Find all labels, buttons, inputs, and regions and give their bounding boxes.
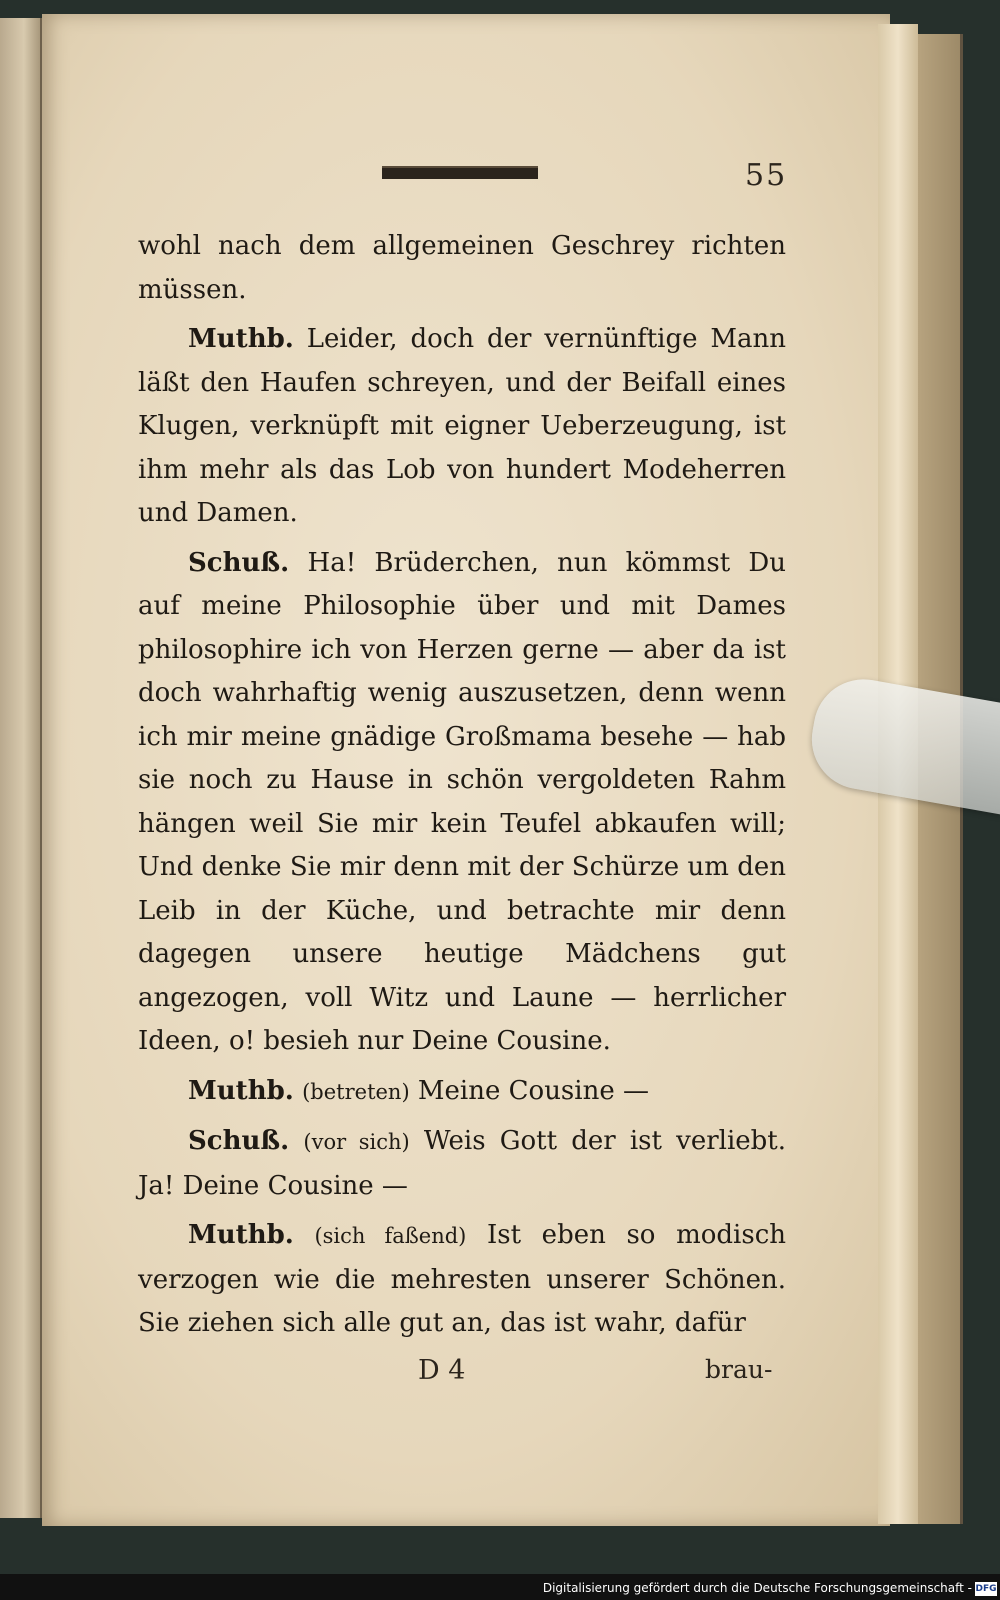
paragraph-continuation bbox=[138, 225, 786, 312]
speaker-name: Schuß. bbox=[188, 547, 290, 578]
dialogue-paragraph bbox=[138, 1214, 786, 1346]
paragraph-text: Meine Cousine — bbox=[417, 1075, 649, 1106]
speaker-name: Schuß. bbox=[188, 1126, 290, 1156]
speaker-name: Muthb. bbox=[188, 1075, 294, 1106]
footer-bar bbox=[0, 1574, 1000, 1600]
dialogue-paragraph bbox=[138, 542, 786, 1064]
speaker-name: Muthb. bbox=[188, 1220, 294, 1250]
speaker-name: Muthb. bbox=[188, 324, 294, 354]
dfg-logo: DFG bbox=[975, 1584, 997, 1594]
catchword: brau- bbox=[705, 1355, 773, 1384]
stage-direction: (sich faßend) bbox=[314, 1224, 467, 1248]
paragraph-text: Leider, doch der vernünftige Mann läßt den Haufen schreyen, und der Beifall eines Klugen, verknüpft mit eigner Ueberzeugung, ist ihm mehr als das Lob von hundert Modeherren und Damen. bbox=[138, 324, 786, 528]
paragraph-text: wohl nach dem allgemeinen Geschrey richten müssen. bbox=[138, 231, 786, 305]
sheet-signature: D 4 bbox=[418, 1355, 466, 1386]
stage-direction: (betreten) bbox=[302, 1079, 410, 1104]
dialogue-paragraph bbox=[138, 318, 786, 536]
dialogue-paragraph bbox=[138, 1070, 786, 1115]
page-text bbox=[138, 225, 786, 1352]
paragraph-text: Ha! Brüderchen, nun kömmst Du auf meine Philosophie über und mit Dames philosophire ich von Herzen gerne — aber da ist doch wahrhaftig wenig auszusetzen, denn wenn ich mir meine gnädige Großmama besehe — hab sie noch zu Hause in schön vergoldeten Rahm hängen weil Sie mir kein Teufel abkaufen will; Und denke Sie mir denn mit der Schürze um den Leib in der Küche, und betrachte mir denn dagegen unsere heutige Mädchens gut angezogen, voll Witz und Laune — herrlicher Ideen, o! besieh nur Deine Cousine. bbox=[138, 547, 786, 1056]
header-rule bbox=[382, 166, 538, 179]
dialogue-paragraph bbox=[138, 1120, 786, 1208]
paragraph-text: Weis Gott der ist verliebt. Ja! Deine Cousine — bbox=[138, 1126, 787, 1201]
page-number: 55 bbox=[745, 158, 788, 193]
digitization-credit: Digitalisierung gefördert durch die Deutsche Forschungsgemeinschaft - bbox=[542, 1581, 972, 1595]
left-page-edge bbox=[0, 18, 42, 1518]
stage-direction: (vor sich) bbox=[303, 1130, 410, 1154]
paragraph-text: Ist eben so modisch verzogen wie die mehresten unserer Schönen. Sie ziehen sich alle gut an, das ist wahr, dafür bbox=[138, 1220, 786, 1338]
